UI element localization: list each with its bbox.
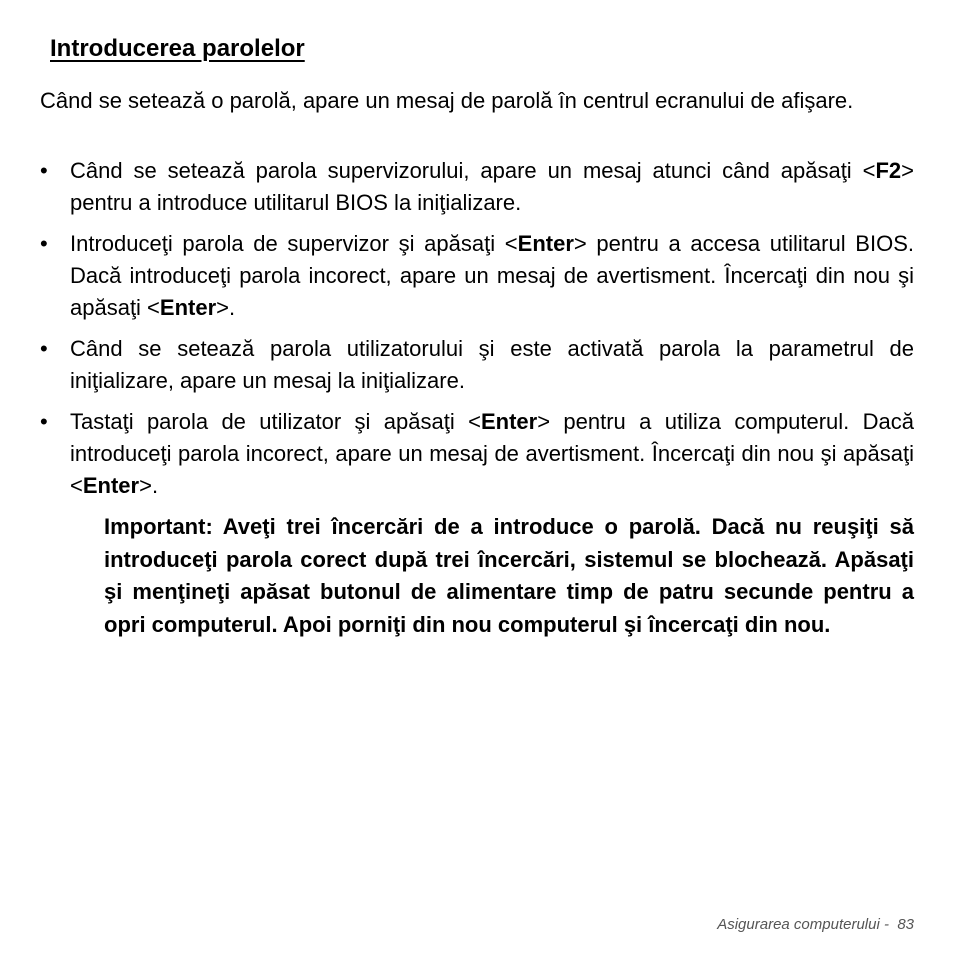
bullet-symbol: • — [40, 336, 48, 361]
key-name: F2 — [875, 158, 902, 183]
footer-section-title: Asigurarea computerului - — [717, 916, 889, 933]
page-footer — [717, 916, 914, 933]
bullet-text: Introduceţi parola de supervizor şi apăsaţi < — [70, 231, 518, 256]
bullet-list — [40, 155, 914, 511]
bullet-text: Când se setează parola utilizatorului şi este activată parola la parametrul de iniţializare, apare un mesaj la iniţializare. — [70, 336, 914, 393]
section-heading-text: Introducerea parolelor — [50, 35, 305, 62]
bullet-item-3 — [40, 333, 914, 397]
bullet-symbol: • — [40, 158, 48, 183]
bullet-text: Când se setează parola supervizorului, apare un mesaj atunci când apăsaţi < — [70, 158, 876, 183]
page-number: 83 — [897, 916, 914, 933]
bullet-text: Tastaţi parola de utilizator şi apăsaţi < — [70, 409, 481, 434]
bullet-text: > pentru a utiliza computerul. Dacă introduceţi parola incorect, apare un mesaj de avertisment. Încercaţi din nou şi apăsaţi < — [70, 409, 914, 498]
bullet-item-4 — [40, 406, 914, 502]
bullet-text: >. — [139, 473, 159, 498]
section-heading — [50, 34, 305, 64]
key-name: Enter — [159, 295, 217, 320]
important-note: Important: Aveţi trei încercări de a introduce o parolă. Dacă nu reuşiţi să introduceţi parola corect după trei încercări, sistemul se blochează. Apăsaţi şi menţineţi apăsat butonul de alimentare timp de patru secunde pentru a opri computerul. Apoi porniţi din nou computerul şi încercaţi din nou. — [104, 514, 914, 637]
bullet-item-1 — [40, 155, 914, 219]
key-name: Enter — [517, 231, 574, 256]
bullet-symbol: • — [40, 409, 48, 434]
intro-paragraph: Când se setează o parolă, apare un mesaj de parolă în centrul ecranului de afişare. — [40, 88, 854, 113]
bullet-symbol: • — [40, 231, 48, 256]
bullet-text: > pentru a introduce utilitarul BIOS la iniţializare. — [70, 158, 914, 215]
key-name: Enter — [480, 409, 538, 434]
bullet-text: > pentru a accesa utilitarul BIOS. Dacă introduceţi parola incorect, apare un mesaj de avertisment. Încercaţi din nou şi apăsaţi < — [70, 231, 914, 320]
key-name: Enter — [82, 473, 140, 498]
bullet-item-2 — [40, 228, 914, 324]
bullet-text: >. — [216, 295, 236, 320]
